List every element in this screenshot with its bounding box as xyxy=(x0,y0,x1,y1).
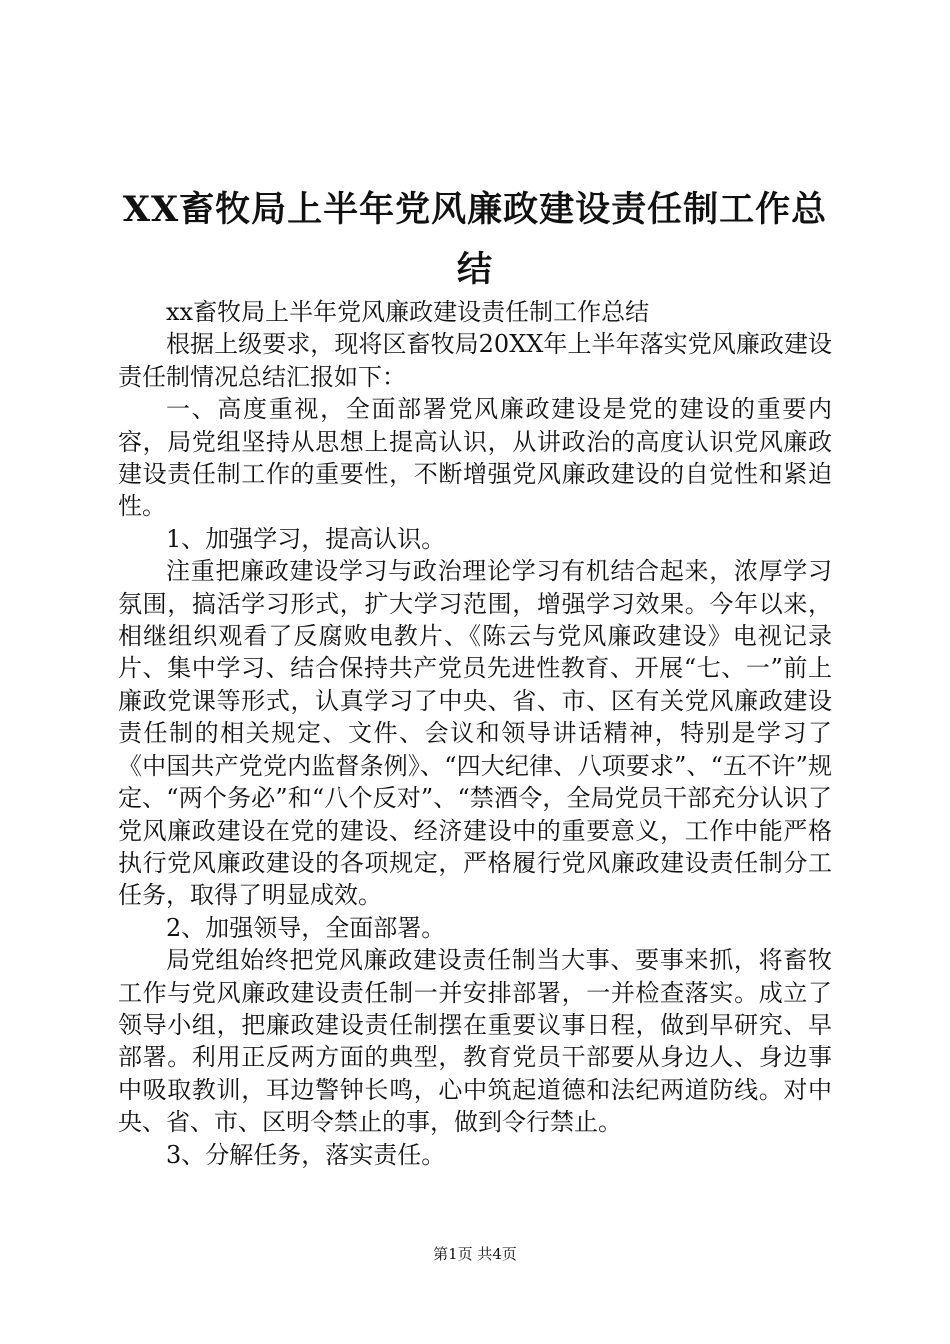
paragraph-study: 注重把廉政建设学习与政治理论学习有机结合起来，浓厚学习氛围，搞活学习形式，扩大学习范围，增强学习效果。今年以来，相继组织观看了反腐败电教片、《陈云与党风廉政建设》电视记录片、集中学习、结合保持共产党员先进性教育、开展“七、一”前上廉政党课等形式，认真学习了中央、省、市、区有关党风廉政建设责任制的相关规定、文件、会议和领导讲话精神，特别是学习了《中国共产党党内监督条例》、“四大纪律、八项要求”、“五不许”规定、“两个务必”和“八个反对”、“禁酒令，全局党员干部充分认识了党风廉政建设在党的建设、经济建设中的重要意义，工作中能严格执行党风廉政建设的各项规定，严格履行党风廉政建设责任制分工任务，取得了明显成效。 xyxy=(118,557,832,910)
paragraph-subtitle: xx畜牧局上半年党风廉政建设责任制工作总结 xyxy=(166,298,650,326)
paragraph-leadership: 局党组始终把党风廉政建设责任制当大事、要事来抓，将畜牧工作与党风廉政建设责任制一并安排部署，一并检查落实。成立了领导小组，把廉政建设责任制摆在重要议事日程，做到早研究、早部署。利用正反两方面的典型，教育党员干部要从身边人、身边事中吸取教训，耳边警钟长鸣，心中筑起道德和法纪两道防线。对中央、省、市、区明令禁止的事，做到令行禁止。 xyxy=(118,946,832,1137)
paragraph-intro: 根据上级要求，现将区畜牧局20XX年上半年落实党风廉政建设责任制情况总结汇报如下： xyxy=(118,330,832,391)
paragraph-heading-3: 3、分解任务，落实责任。 xyxy=(166,1140,446,1169)
paragraph-heading-1: 1、加强学习，提高认识。 xyxy=(166,524,446,553)
document-body xyxy=(118,296,832,1171)
paragraph-heading-2: 2、加强领导，全面部署。 xyxy=(166,913,446,942)
document-title: XX畜牧局上半年党风廉政建设责任制工作总结 xyxy=(122,189,828,290)
page-footer: 第1页 共4页 xyxy=(433,1245,517,1263)
paragraph-section-one: 一、高度重视，全面部署党风廉政建设是党的建设的重要内容，局党组坚持从思想上提高认识，从讲政治的高度认识党风廉政建设责任制工作的重要性，不断增强党风廉政建设的自觉性和紧迫性。 xyxy=(118,395,832,521)
